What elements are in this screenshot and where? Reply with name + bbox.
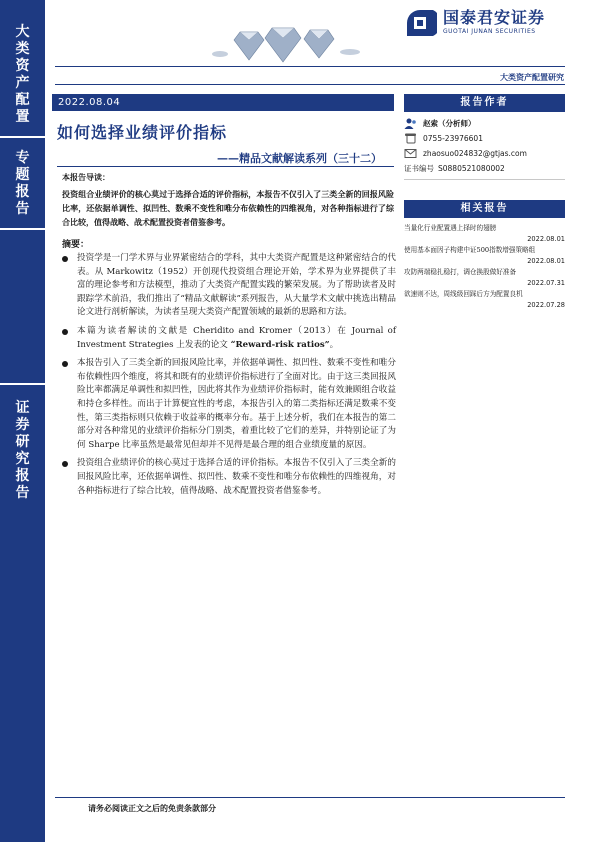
author-name-row	[404, 116, 565, 131]
author-divider	[404, 179, 565, 180]
summary-item-text: 投资组合业绩评价的核心莫过于选择合适的评价指标。本报告不仅引入了三类全新的回报风险比率，还依据单调性、拟凹性、数乘不变性和唯分布依赖性的四维视角，对各种指标进行了综合比较，值得战略、战术配置投资者借鉴参考。	[77, 458, 396, 496]
cert-label: 证书编号	[404, 164, 434, 173]
related-report-item[interactable]	[404, 223, 565, 245]
sidebar-char: 专	[15, 150, 30, 166]
summary-item	[60, 252, 396, 320]
summary-item	[60, 457, 396, 498]
header-rule	[55, 66, 565, 67]
related-report-item[interactable]	[404, 267, 565, 289]
summary-item-text: 本篇为读者解读的文献是 Cheridito and Kromer（2013）在 Journal of Investment Strategies 上发表的论文	[77, 325, 396, 350]
logo-chinese-name: 国泰君安证券	[443, 8, 546, 27]
sidebar-char: 证	[15, 400, 30, 416]
phone-icon	[404, 133, 417, 144]
sidebar-char: 研	[15, 434, 30, 450]
bullet-icon	[62, 329, 68, 335]
sidebar-label-category	[0, 24, 45, 126]
author-cert-row	[404, 161, 565, 176]
sidebar-char: 究	[15, 451, 30, 467]
report-date: 2022.08.04	[52, 94, 394, 111]
related-report-date: 2022.07.28	[527, 301, 565, 309]
summary-item	[60, 357, 396, 452]
related-report-item[interactable]	[404, 245, 565, 267]
report-title: 如何选择业绩评价指标	[57, 123, 228, 142]
footer-rule	[55, 797, 565, 798]
related-report-date: 2022.08.01	[527, 235, 565, 243]
sidebar-char: 券	[15, 417, 30, 433]
guide-heading: 本报告导读：	[62, 172, 110, 182]
author-heading: 报告作者	[404, 94, 565, 112]
summary-heading: 摘要：	[62, 240, 90, 250]
author-email[interactable]: zhaosuo024832@gtjas.com	[423, 149, 527, 158]
related-panel	[404, 200, 565, 311]
sidebar-label-research	[0, 400, 45, 502]
related-report-title[interactable]: 当量化行业配置遇上择时的翅膀	[404, 224, 497, 232]
summary-list	[60, 252, 396, 503]
sidebar-label-report-type	[0, 150, 45, 218]
sidebar-char: 大	[15, 24, 30, 40]
sidebar-divider	[0, 228, 45, 230]
sidebar-char: 置	[15, 109, 30, 125]
logo-emblem-icon	[403, 10, 437, 36]
cert-number: S0880521080002	[438, 164, 505, 173]
summary-item-text: 投资学是一门学术界与业界紧密结合的学科，其中大类资产配置是这种紧密结合的代表。从 Markowitz（1952）开创现代投资组合理论开始，学术界为业界提供了丰富的理论参考和方法模型，推动了大类资产配置实践的繁荣发展。为了帮助读者及时跟踪学术前沿，我们推出了“精品文献解读”系列报告，从大量学术文献中挑选出精品论文进行剖析解读，为读者呈现大类资产配置领域的最新的思路和方法。	[77, 253, 396, 318]
bullet-icon	[62, 256, 68, 262]
related-report-date: 2022.08.01	[527, 257, 565, 265]
bullet-icon	[62, 461, 68, 467]
sidebar-char: 告	[15, 201, 30, 217]
related-report-item[interactable]	[404, 289, 565, 311]
bullet-icon	[62, 361, 68, 367]
related-report-title[interactable]: 使用基本面因子构建中证500指数增强策略组	[404, 246, 536, 254]
author-phone: 0755-23976601	[423, 134, 483, 143]
sidebar-divider	[0, 383, 45, 385]
author-name: 赵索（分析师）	[423, 119, 476, 128]
report-category: 大类资产配置研究	[500, 72, 564, 82]
author-email-row[interactable]	[404, 146, 565, 161]
sidebar-divider	[0, 136, 45, 138]
sidebar-char: 配	[15, 92, 30, 108]
title-rule	[57, 166, 394, 167]
summary-item-tail: 。	[329, 339, 339, 350]
disclaimer-notice: 请务必阅读正文之后的免责条款部分	[88, 803, 216, 813]
related-report-date: 2022.07.31	[527, 279, 565, 287]
sidebar-char: 告	[15, 485, 30, 501]
header-rule	[55, 84, 565, 85]
summary-item	[60, 325, 396, 352]
related-report-title[interactable]: 攻防两端稳扎稳打，调仓换股做好准备	[404, 268, 517, 276]
sidebar-char: 报	[15, 468, 30, 484]
logo-english-name: GUOTAI JUNAN SECURITIES	[443, 28, 536, 35]
sidebar-char: 报	[15, 184, 30, 200]
paper-title: “Reward-risk ratios”	[230, 339, 330, 350]
summary-item-text: 本报告引入了三类全新的回报风险比率，并依据单调性、拟凹性、数乘不变性和唯分布依赖性四个维度，将其和既有的业绩评价指标进行了全面对比。由于这三类回报风险比率都满足单调性和拟凹性，因此将其作为业绩评价指标时，能有效兼顾组合收益和持仓多样性。而出于计算便宜性的考虑，本报告引入的第二类指标还满足数乘不变性，第三类指标则只依赖于收益率的概率分布。基于上述分析，我们在本报告的第二部分对各种常见的业绩评价指标分门别类，着重比较了它们的差异，并特别论证了为何 Sharpe 比率虽然是最常见但却并不见得是最合理的组合业绩度量的原因。	[77, 358, 396, 450]
diamond-banner-image	[200, 22, 380, 68]
related-heading: 相关报告	[404, 200, 565, 218]
mail-icon	[404, 148, 417, 159]
sidebar-char: 产	[15, 75, 30, 91]
sidebar-char: 类	[15, 41, 30, 57]
author-phone-row	[404, 131, 565, 146]
sidebar-char: 资	[15, 58, 30, 74]
sidebar-char: 题	[15, 167, 30, 183]
company-logo	[403, 9, 545, 36]
report-subtitle: ——精品文献解读系列（三十二）	[217, 152, 382, 165]
related-report-title[interactable]: 欲速则不达，周线级回踩后方为配置良机	[404, 290, 523, 298]
sidebar	[0, 0, 45, 842]
author-panel	[404, 94, 565, 180]
person-icon	[404, 118, 417, 129]
guide-body: 投资组合业绩评价的核心莫过于选择合适的评价指标，本报告不仅引入了三类全新的回报风险比率，还依据单调性、拟凹性、数乘不变性和唯分布依赖性的四维视角，对各种指标进行了综合比较，值得战略、战术配置投资者借鉴参考。	[62, 189, 394, 227]
